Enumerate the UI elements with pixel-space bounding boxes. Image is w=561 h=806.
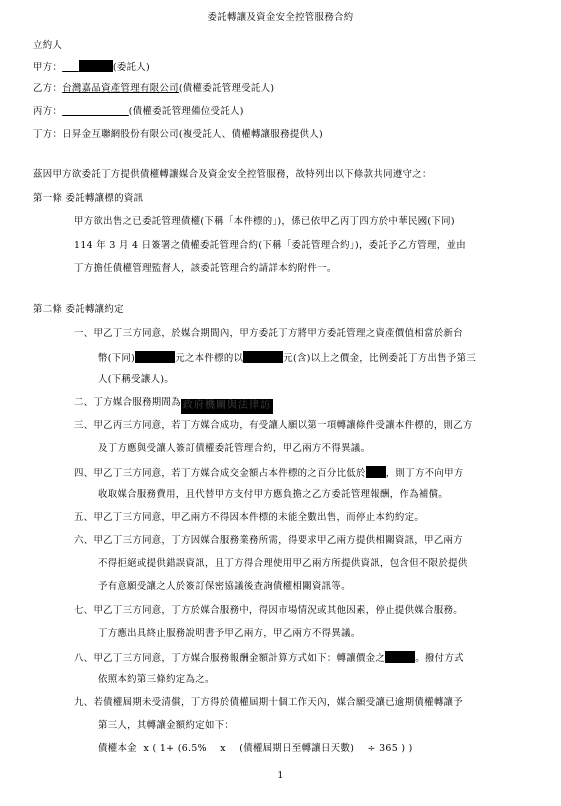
- clause-number: 二、: [74, 397, 94, 408]
- clause-text: 丁方媒合服務期間為: [93, 397, 181, 408]
- clause-4-line: [74, 466, 464, 480]
- clause-7-line: [74, 605, 463, 617]
- party-a-role: (委託人): [112, 62, 151, 73]
- article-1-line: 甲方欲出售之已委託管理債權(下稱「本件標的」)，係已依甲乙丙丁四方於中華民國(下同): [74, 216, 455, 227]
- redacted-percent: [366, 466, 386, 478]
- party-c-prefix: 丙方：: [33, 106, 63, 117]
- party-c-line: [33, 106, 244, 118]
- transfer-formula: 債權本金 x ( 1+ (6.5% x (債權屆期日至轉讓日天數) ÷ 365 ) ): [98, 743, 413, 754]
- party-b-name: 台灣嘉品資產管理有限公司: [62, 83, 179, 94]
- clause-3-line: [74, 420, 473, 432]
- clause-8-line: 依照本約第三條約定為之。: [98, 674, 215, 685]
- clause-1-line: [74, 328, 463, 340]
- clause-number: 八、: [74, 653, 94, 664]
- clause-number: 七、: [74, 605, 94, 616]
- party-b-line: [33, 83, 274, 95]
- clause-4-line: 收取媒合服務費用，且代替甲方支付甲方應負擔之乙方委託管理報酬，作為補償。: [98, 489, 449, 500]
- party-a-prefix: 甲方：: [33, 62, 63, 73]
- clause-text: 甲乙丁三方同意，若丁方媒合成交金額占本件標的之百分比低於: [93, 468, 366, 479]
- party-c-role: (債權委託管理備位受託人): [128, 106, 244, 117]
- clause-6-line: 不得拒絕或提供錯誤資訊，且丁方得合理使用甲乙兩方所提供資訊，包含但不限於提供: [98, 558, 468, 569]
- preamble: 茲因甲方欲委託丁方提供債權轉讓媒合及資金安全控管服務，故特列出以下條款共同遵守之：: [33, 169, 432, 180]
- party-a-line: [33, 60, 150, 74]
- clause-text: 幣(下同): [98, 353, 136, 364]
- clause-number: 四、: [74, 468, 94, 479]
- page-number: 1: [277, 770, 284, 781]
- clause-text: ，則丁方不向甲方: [385, 468, 464, 479]
- redacted-percent: [385, 651, 415, 663]
- party-b-role: (債權委託管理受託人): [178, 83, 275, 94]
- clause-text: 若債權屆期未受清償，丁方得於債權屆期十個工作天內，媒合願受讓已逾期債權轉讓予: [93, 697, 464, 708]
- article-1-heading: 第一條 委託轉讓標的資訊: [33, 193, 144, 204]
- clause-text: 元之本件標的以: [175, 353, 244, 364]
- clause-text: 甲乙丙三方同意，若丁方媒合成功，有受讓人願以第一項轉讓條件受讓本件標的，則乙方: [93, 420, 473, 431]
- clause-9-line: [74, 697, 463, 709]
- clause-number: 一、: [74, 328, 94, 339]
- clause-number: 六、: [74, 535, 94, 546]
- article-2-heading: 第二條 委託轉讓約定: [33, 304, 124, 315]
- clause-1-line: [98, 351, 476, 365]
- clause-number: 五、: [74, 512, 94, 523]
- party-b-prefix: 乙方：: [33, 83, 63, 94]
- clause-2-line: [74, 397, 273, 414]
- clause-3-line: 及丁方應與受讓人簽訂債權委託管理合約，甲乙兩方不得異議。: [98, 443, 371, 454]
- clause-text: 甲乙丁三方同意，丁方於媒合服務中，得因市場情況或其他因素，停止提供媒合服務。: [93, 605, 464, 616]
- watermark-stamp: 政府機關與法律訪: [181, 399, 273, 414]
- redacted-name: [79, 60, 113, 72]
- clause-6-line: [74, 535, 463, 547]
- clause-7-line: 丁方應出具終止服務說明書予甲乙兩方，甲乙兩方不得異議。: [98, 628, 361, 639]
- party-a-name-blank: [62, 62, 113, 73]
- clause-text: 甲乙丁三方同意，丁方因媒合服務業務所需，得要求甲乙兩方提供相關資訊，甲乙兩方: [93, 535, 464, 546]
- clause-8-line: [74, 651, 464, 665]
- redacted-amount: [135, 351, 175, 363]
- clause-text: 甲乙丁三方同意，丁方媒合服務報酬金額計算方式如下：轉讓價金之: [93, 653, 386, 664]
- clause-text: 元(含)以上之價金，比例委託丁方出售予第三: [283, 353, 477, 364]
- party-d-line: 丁方：日昇金互聯網股份有限公司(複受託人、債權轉讓服務提供人): [33, 129, 324, 140]
- clause-9-line: 第三人，其轉讓金額約定如下：: [98, 720, 235, 731]
- party-c-name-blank: [62, 106, 129, 117]
- clause-text: 甲乙丁三方同意，於媒合期間內，甲方委託丁方將甲方委託管理之資產價值相當於新台: [93, 328, 464, 339]
- parties-header: 立約人: [33, 40, 63, 51]
- clause-5-line: [74, 512, 424, 524]
- clause-text: 。撥付方式: [415, 653, 464, 664]
- clause-number: 三、: [74, 420, 94, 431]
- article-1-line: 丁方擔任債權管理監督人，該委託管理合約請詳本約附件一。: [74, 263, 337, 274]
- redacted-amount: [243, 351, 283, 363]
- article-1-line: 114 年 3 月 4 日簽署之債權委託管理合約(下稱「委託管理合約」)，委託予乙方管理，並由: [74, 240, 466, 251]
- clause-6-line: 予有意願受讓之人於簽訂保密協議後查詢債權相關資訊等。: [98, 581, 351, 592]
- clause-text: 甲乙丁三方同意，甲乙兩方不得因本件標的未能全數出售，而停止本約約定。: [93, 512, 425, 523]
- clause-1-line: 人(下稱受讓人)。: [98, 374, 175, 385]
- clause-number: 九、: [74, 697, 94, 708]
- document-title: 委託轉讓及資金安全控管服務合約: [207, 12, 354, 23]
